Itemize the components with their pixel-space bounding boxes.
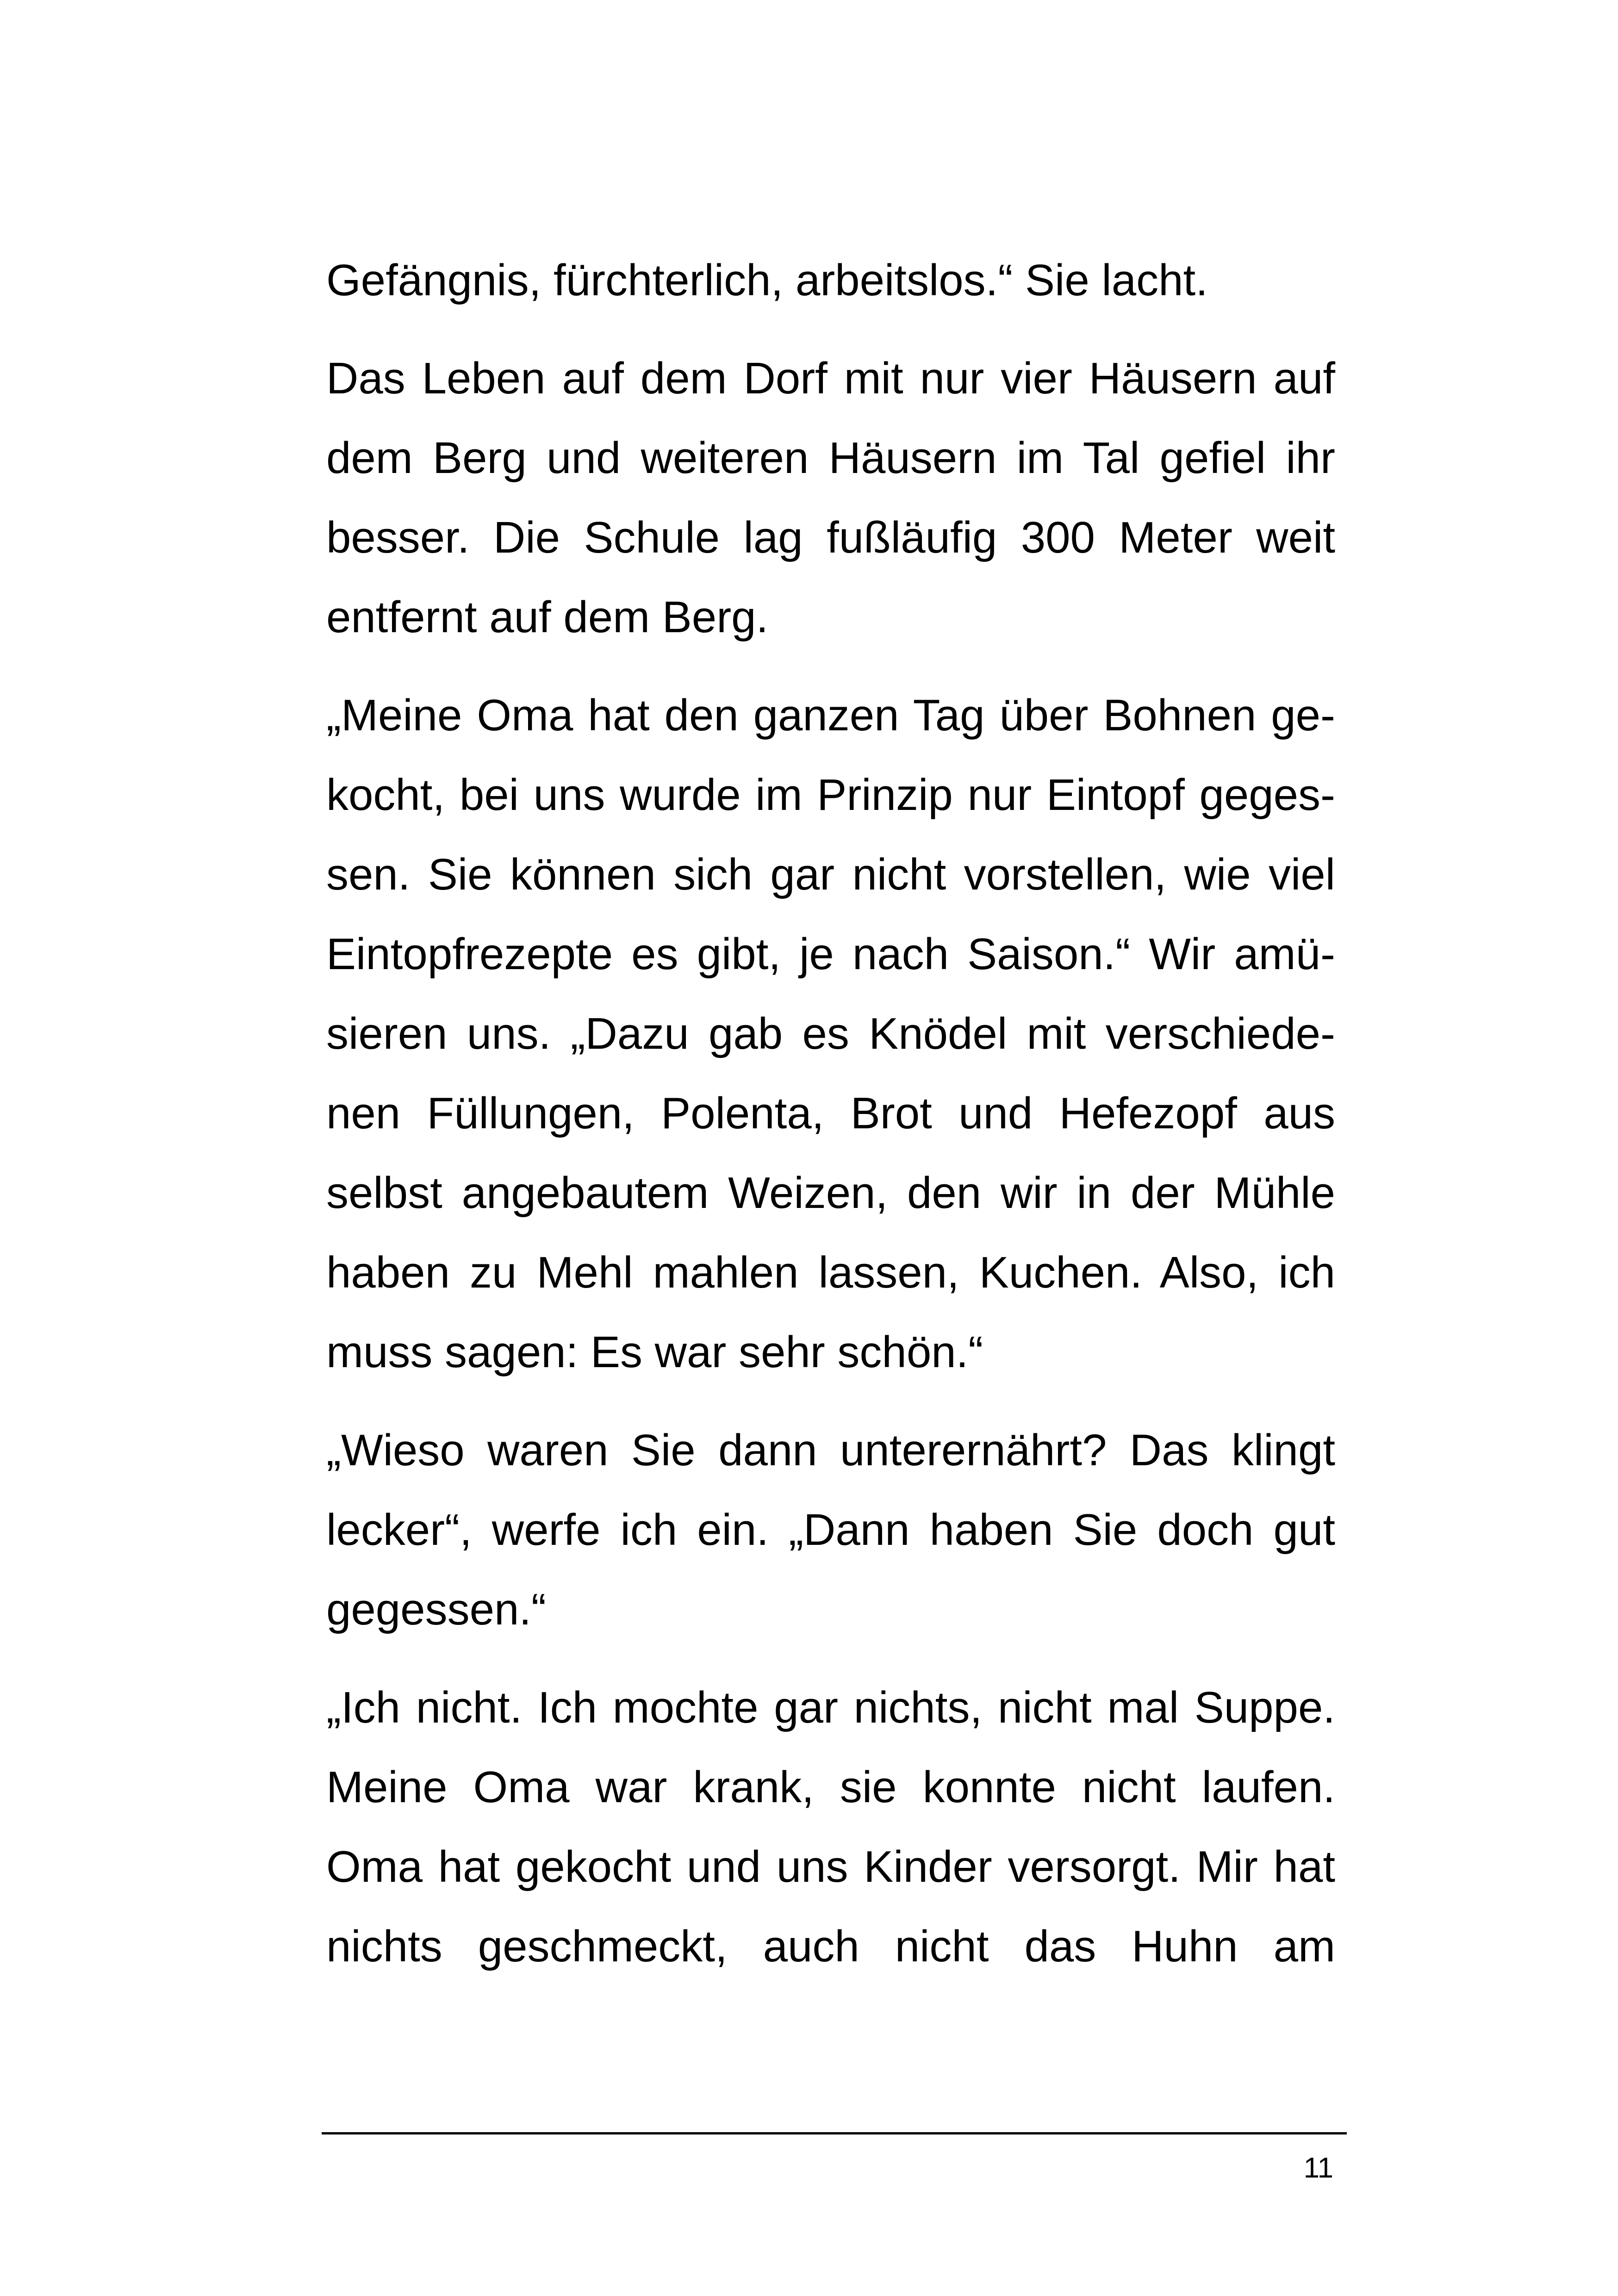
paragraph-5: [326, 1668, 1335, 1986]
paragraph-3: [326, 676, 1335, 1392]
footer-divider: [322, 2132, 1347, 2134]
text-line: selbst angebautem Weizen, den wir in der Mühle: [326, 1168, 1335, 1218]
paragraph-1: [326, 241, 1335, 320]
text-line: „Meine Oma hat den ganzen Tag über Bohnen ge-: [326, 691, 1335, 740]
text-line: nichts geschmeckt, auch nicht das Huhn am: [326, 1922, 1335, 1971]
text-line: sieren uns. „Dazu gab es Knödel mit verschiede-: [326, 1009, 1335, 1058]
text-line: muss sagen: Es war sehr schön.“: [326, 1327, 983, 1377]
text-line: sen. Sie können sich gar nicht vorstellen, wie viel: [326, 850, 1335, 899]
text-line: Eintopfrezepte es gibt, je nach Saison.“ Wir amü-: [326, 929, 1335, 979]
text-line: „Wieso waren Sie dann unterernährt? Das klingt: [326, 1425, 1335, 1475]
text-line: nen Füllungen, Polenta, Brot und Hefezopf aus: [326, 1089, 1335, 1138]
text-line: Gefängnis, fürchterlich, arbeitslos.“ Sie lacht.: [326, 255, 1208, 305]
text-line: kocht, bei uns wurde im Prinzip nur Eintopf geges-: [326, 770, 1335, 820]
paragraph-2: [326, 339, 1335, 657]
text-line: lecker“, werfe ich ein. „Dann haben Sie doch gut: [326, 1505, 1335, 1555]
text-line: „Ich nicht. Ich mochte gar nichts, nicht mal Suppe.: [326, 1683, 1335, 1732]
body-text: [326, 241, 1335, 2005]
text-line: besser. Die Schule lag fußläufig 300 Meter weit: [326, 513, 1335, 562]
text-line: Oma hat gekocht und uns Kinder versorgt. Mir hat: [326, 1842, 1335, 1892]
page-number: 11: [1303, 2152, 1333, 2184]
text-line: haben zu Mehl mahlen lassen, Kuchen. Also, ich: [326, 1248, 1335, 1297]
text-line: dem Berg und weiteren Häusern im Tal gefiel ihr: [326, 433, 1335, 483]
text-line: Das Leben auf dem Dorf mit nur vier Häusern auf: [326, 354, 1335, 403]
text-line: Meine Oma war krank, sie konnte nicht laufen.: [326, 1762, 1335, 1812]
text-line: entfernt auf dem Berg.: [326, 592, 769, 642]
text-line: gegessen.“: [326, 1585, 546, 1634]
paragraph-4: [326, 1411, 1335, 1649]
